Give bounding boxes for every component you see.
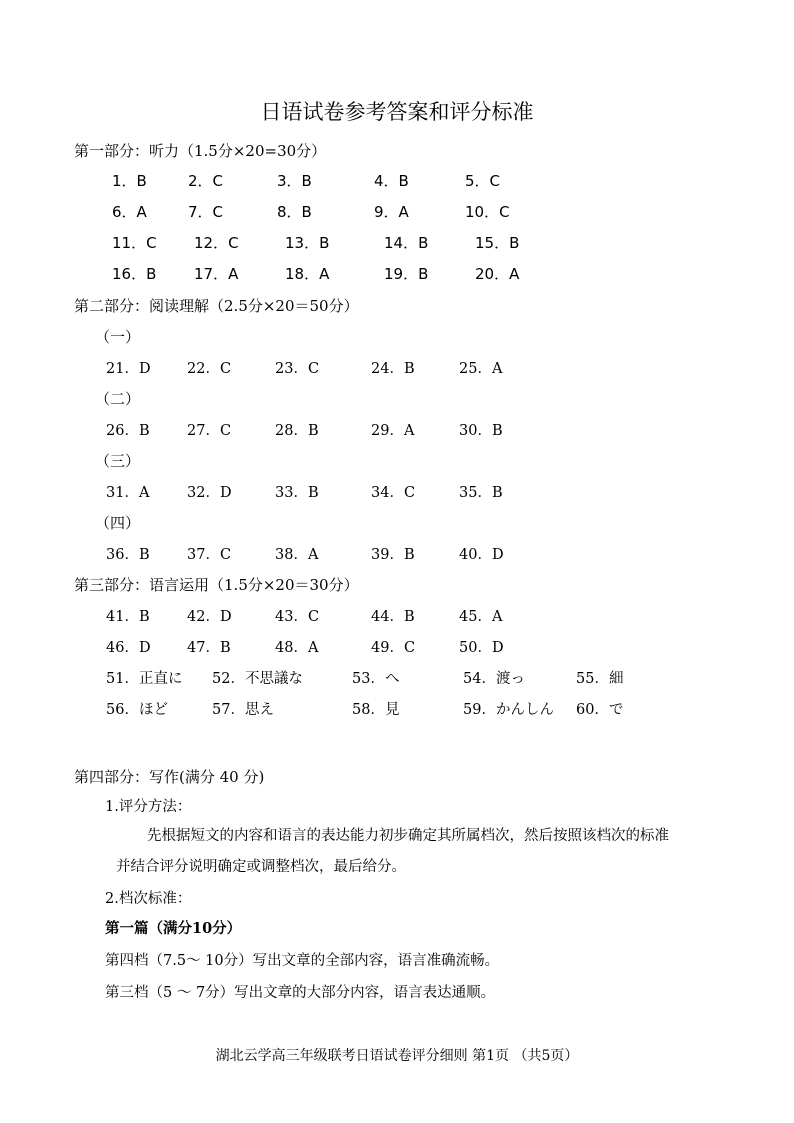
answer-item: 39．B: [371, 547, 415, 563]
answer-item: 47．B: [187, 640, 231, 656]
scoring-method-line1: 先根据短文的内容和语言的表达能力初步确定其所属档次，然后按照该档次的标准: [147, 828, 669, 844]
answer-item: 18．A: [285, 265, 330, 283]
answer-item: 49．C: [371, 640, 416, 656]
answer-item: 30．B: [459, 423, 503, 439]
answer-item: 20．A: [475, 265, 520, 283]
answer-item: 10．C: [465, 203, 510, 221]
answer-item: 44．B: [371, 609, 415, 625]
answer-item: 55．細: [576, 671, 624, 687]
answer-item: 56．ほど: [106, 702, 168, 718]
answer-item: 7．C: [188, 203, 224, 221]
answer-item: 6．A: [112, 203, 147, 221]
answer-item: 32．D: [187, 485, 232, 501]
answer-item: 17．A: [194, 265, 239, 283]
answer-item: 58．見: [352, 702, 400, 718]
answer-item: 45．A: [459, 609, 503, 625]
part1-row: [0, 263, 794, 285]
part3-row: [0, 667, 794, 689]
page-title: 日语试卷参考答案和评分标准: [260, 100, 534, 124]
part1-row: [0, 232, 794, 254]
scoring-method-label: 1.评分方法：: [105, 799, 192, 815]
answer-item: 57．思え: [212, 702, 274, 718]
part2-row: [0, 357, 794, 379]
part2-row: [0, 481, 794, 503]
answer-item: 43．C: [275, 609, 320, 625]
answer-item: 3．B: [277, 172, 312, 190]
part3-row: [0, 698, 794, 720]
answer-item: 35．B: [459, 485, 503, 501]
answer-item: 12．C: [194, 234, 239, 252]
answer-item: 31．A: [106, 485, 150, 501]
answer-item: 19．B: [384, 265, 429, 283]
answer-item: 41．B: [106, 609, 150, 625]
reading-group-label: （一）: [95, 328, 141, 346]
answer-item: 29．A: [371, 423, 415, 439]
level-standard-label: 2.档次标准：: [105, 891, 192, 907]
level4-criteria: 第四档（7.5～ 10分）写出文章的全部内容，语言准确流畅。: [105, 953, 500, 969]
answer-item: 34．C: [371, 485, 416, 501]
answer-item: 5．C: [465, 172, 501, 190]
part1-row: [0, 170, 794, 192]
answer-item: 28．B: [275, 423, 319, 439]
answer-item: 38．A: [275, 547, 319, 563]
part3-row: [0, 636, 794, 658]
part4-heading: 第四部分：写作(满分 40 分): [74, 768, 265, 786]
part1-heading: 第一部分：听力（1.5分×20=30分）: [74, 142, 327, 160]
answer-item: 51．正直に: [106, 671, 183, 687]
reading-group-label: （三）: [95, 452, 141, 470]
part1-row: [0, 201, 794, 223]
answer-item: 27．C: [187, 423, 232, 439]
answer-item: 1．B: [112, 172, 147, 190]
answer-item: 46．D: [106, 640, 151, 656]
answer-item: 50．D: [459, 640, 504, 656]
answer-item: 25．A: [459, 361, 503, 377]
reading-group-label: （四）: [95, 514, 141, 532]
part2-heading: 第二部分：阅读理解（2.5分×20＝50分）: [74, 297, 359, 315]
answer-item: 26．B: [106, 423, 150, 439]
answer-item: 24．B: [371, 361, 415, 377]
answer-item: 37．C: [187, 547, 232, 563]
answer-item: 36．B: [106, 547, 150, 563]
answer-item: 16．B: [112, 265, 157, 283]
part2-row: [0, 419, 794, 441]
answer-item: 15．B: [475, 234, 520, 252]
answer-item: 11．C: [112, 234, 157, 252]
answer-item: 14．B: [384, 234, 429, 252]
answer-item: 60．で: [576, 702, 624, 718]
answer-item: 48．A: [275, 640, 319, 656]
part3-row: [0, 605, 794, 627]
answer-item: 21．D: [106, 361, 151, 377]
level3-criteria: 第三档（5 ～ 7分）写出文章的大部分内容，语言表达通顺。: [105, 985, 496, 1001]
page-footer: 湖北云学高三年级联考日语试卷评分细则 第1页 （共5页）: [215, 1048, 579, 1064]
answer-item: 40．D: [459, 547, 504, 563]
answer-item: 42．D: [187, 609, 232, 625]
answer-item: 9．A: [374, 203, 409, 221]
answer-item: 52．不思議な: [212, 671, 303, 687]
answer-item: 54．渡っ: [463, 671, 525, 687]
reading-group-label: （二）: [95, 390, 141, 408]
part3-heading: 第三部分：语言运用（1.5分×20＝30分）: [74, 576, 359, 594]
answer-item: 22．C: [187, 361, 232, 377]
answer-item: 2．C: [188, 172, 224, 190]
answer-item: 33．B: [275, 485, 319, 501]
scoring-method-line2: 并结合评分说明确定或调整档次，最后给分。: [116, 859, 406, 875]
part2-row: [0, 543, 794, 565]
answer-item: 4．B: [374, 172, 409, 190]
answer-item: 59．かんしん: [463, 702, 554, 718]
first-essay-title: 第一篇（满分10分）: [105, 920, 242, 937]
answer-item: 8．B: [277, 203, 312, 221]
answer-item: 13．B: [285, 234, 330, 252]
answer-item: 23．C: [275, 361, 320, 377]
answer-item: 53．へ: [352, 671, 400, 687]
